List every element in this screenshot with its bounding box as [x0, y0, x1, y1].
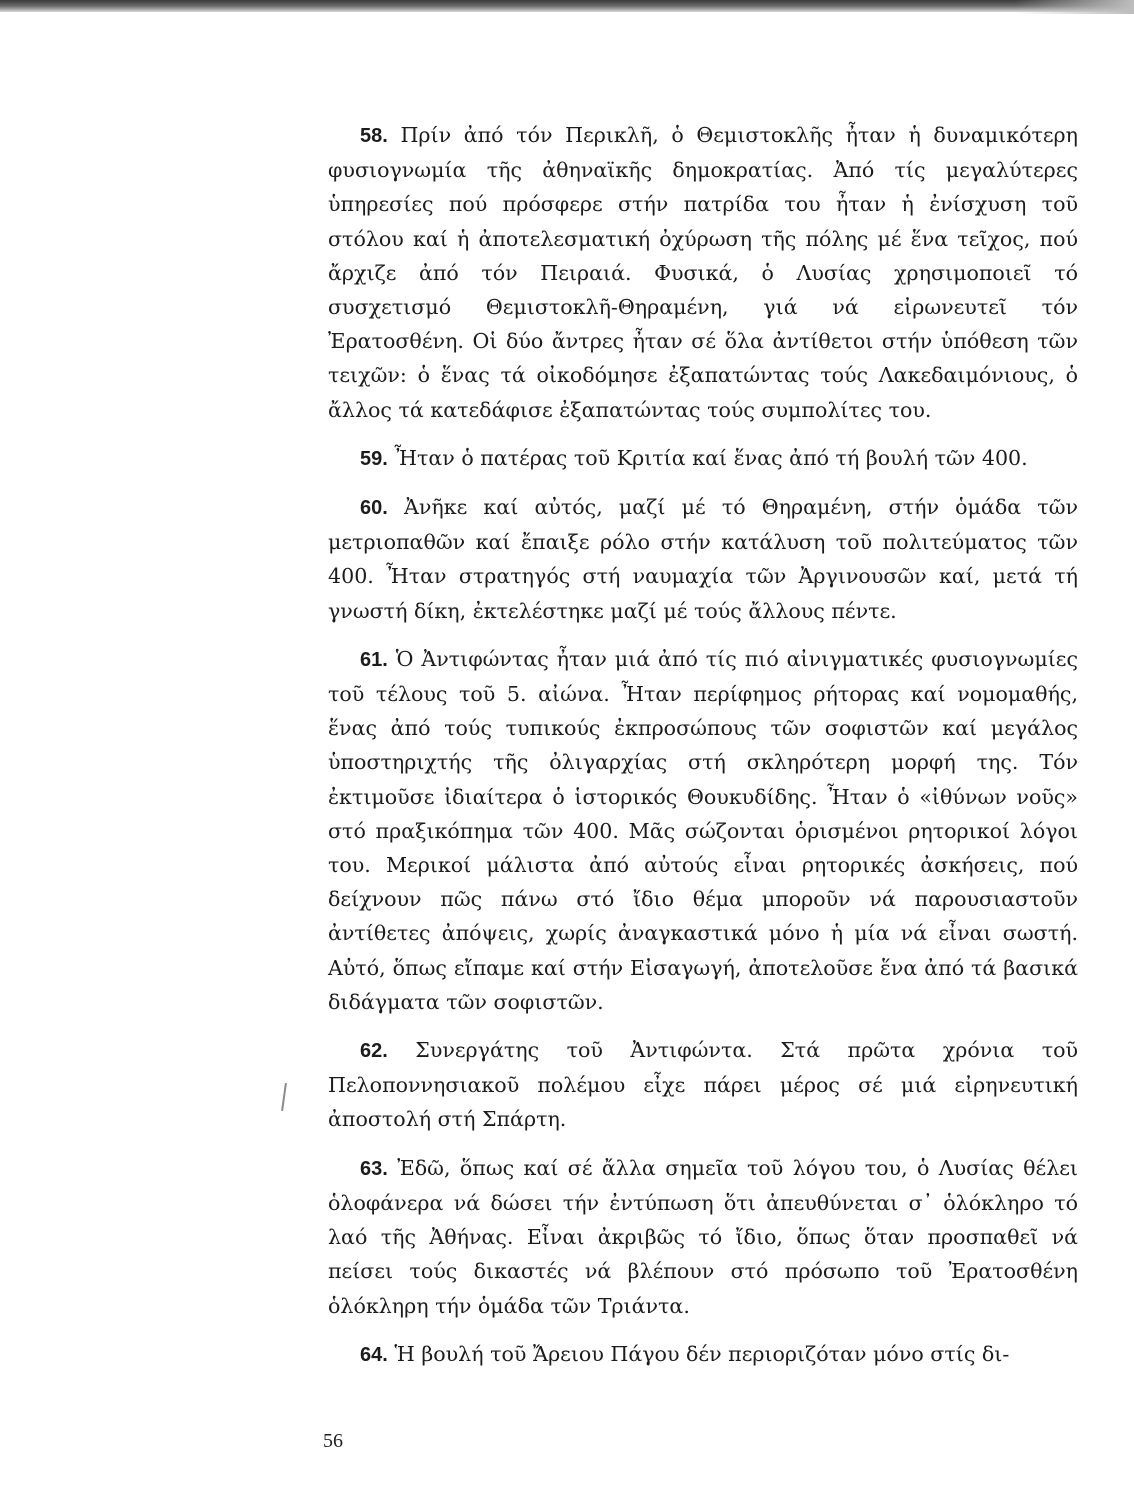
note-61 — [328, 642, 1078, 1019]
note-text: Ἐδῶ, ὅπως καί σέ ἄλλα σημεῖα τοῦ λόγου του, ὁ Λυσίας θέλει ὁλοφάνερα νά δώσει τήν ἐντύπωση ὅτι ἀπευθύνεται σ᾽ ὁλόκληρο τό λαό τῆς Ἀθήνας. Εἶναι ἀκριβῶς τό ἴδιο, ὅπως ὅταν προσπαθεῖ νά πείσει τούς δικαστές νά βλέπουν στό πρόσωπο τοῦ Ἐρατοσθένη ὁλόκληρη τήν ὁμάδα τῶν Τριάντα. — [328, 1155, 1078, 1318]
note-number: 62. — [360, 1040, 388, 1063]
note-text: Ἡ βουλή τοῦ Ἄρειου Πάγου δέν περιοριζόταν μόνο στίς δι- — [394, 1341, 1010, 1366]
notes-text-block — [328, 118, 1078, 1386]
note-63 — [328, 1151, 1078, 1323]
note-number: 60. — [360, 497, 388, 520]
page-number: 56 — [323, 1430, 343, 1452]
scan-top-edge — [0, 0, 1134, 12]
note-64 — [328, 1337, 1078, 1372]
note-text: Ἀνῆκε καί αὐτός, μαζί μέ τό Θηραμένη, στήν ὁμάδα τῶν μετριοπαθῶν καί ἔπαιξε ρόλο στήν κατάλυση τοῦ πολιτεύματος τῶν 400. Ἦταν στρατηγός στή ναυμαχία τῶν Ἀργινουσῶν καί, μετά τή γνωστή δίκη, ἐκτελέστηκε μαζί μέ τούς ἄλλους πέντε. — [328, 495, 1078, 623]
scan-corner-shadow — [1014, 0, 1134, 14]
note-number: 63. — [360, 1157, 388, 1180]
note-number: 59. — [360, 447, 388, 470]
note-number: 61. — [360, 648, 388, 671]
note-text: Ἦταν ὁ πατέρας τοῦ Κριτία καί ἕνας ἀπό τή βουλή τῶν 400. — [394, 445, 1028, 470]
note-59 — [328, 441, 1078, 476]
note-number: 64. — [360, 1343, 388, 1366]
note-text: Ὁ Ἀντιφώντας ἦταν μιά ἀπό τίς πιό αἰνιγματικές φυσιογνωμίες τοῦ τέλους τοῦ 5. αἰώνα. Ἦταν περίφημος ρήτορας καί νομομαθής, ἕνας ἀπό τούς τυπικούς ἐκπροσώπους τῶν σοφιστῶν καί μεγάλος ὑποστηριχτής τῆς ὀλιγαρχίας στή σκληρότερη μορφή της. Τόν ἐκτιμοῦσε ἰδιαίτερα ὁ ἱστορικός Θουκυδίδης. Ἦταν ὁ «ἰθύνων νοῦς» στό πραξικόπημα τῶν 400. Μᾶς σώζονται ὁρισμένοι ρητορικοί λόγοι του. Μερικοί μάλιστα ἀπό αὐτούς εἶναι ρητορικές ἀσκήσεις, πού δείχνουν πῶς πάνω στό ἴδιο θέμα μποροῦν νά παρουσιαστοῦν ἀντίθετες ἀπόψεις, χωρίς ἀναγκαστικά μόνο ἡ μία νά εἶναι σωστή. Αὐτό, ὅπως εἴπαμε καί στήν Εἰσαγωγή, ἀποτελοῦσε ἕνα ἀπό τά βασικά διδάγματα τῶν σοφιστῶν. — [328, 646, 1079, 1014]
note-text: Πρίν ἀπό τόν Περικλῆ, ὁ Θεμιστοκλῆς ἦταν ἡ δυναμικότερη φυσιογνωμία τῆς ἀθηναϊκῆς δημοκρατίας. Ἀπό τίς μεγαλύτερες ὑπηρεσίες πού πρόσφερε στήν πατρίδα του ἦταν ἡ ἐνίσχυση τοῦ στόλου καί ἡ ἀποτελεσματική ὀχύρωση τῆς πόλης μέ ἕνα τεῖχος, πού ἄρχιζε ἀπό τόν Πειραιά. Φυσικά, ὁ Λυσίας χρησιμοποιεῖ τό συσχετισμό Θεμιστοκλῆ-Θηραμένη, γιά νά εἰρωνευτεῖ τόν Ἐρατοσθένη. Οἱ δύο ἄντρες ἦταν σέ ὅλα ἀντίθετοι στήν ὑπόθεση τῶν τειχῶν: ὁ ἕνας τά οἰκοδόμησε ἐξαπατώντας τούς Λακεδαιμόνιους, ὁ ἄλλος τά κατεδάφισε ἐξαπατώντας τούς συμπολίτες του. — [328, 123, 1078, 422]
margin-pencil-mark — [281, 1083, 287, 1111]
note-text: Συνεργάτης τοῦ Ἀντιφώντα. Στά πρῶτα χρόνια τοῦ Πελοποννησιακοῦ πολέμου εἶχε πάρει μέρος σέ μιά εἰρηνευτική ἀποστολή στή Σπάρτη. — [328, 1038, 1078, 1132]
note-62 — [328, 1033, 1078, 1137]
note-60 — [328, 490, 1078, 628]
note-58 — [328, 118, 1078, 427]
note-number: 58. — [360, 125, 388, 147]
